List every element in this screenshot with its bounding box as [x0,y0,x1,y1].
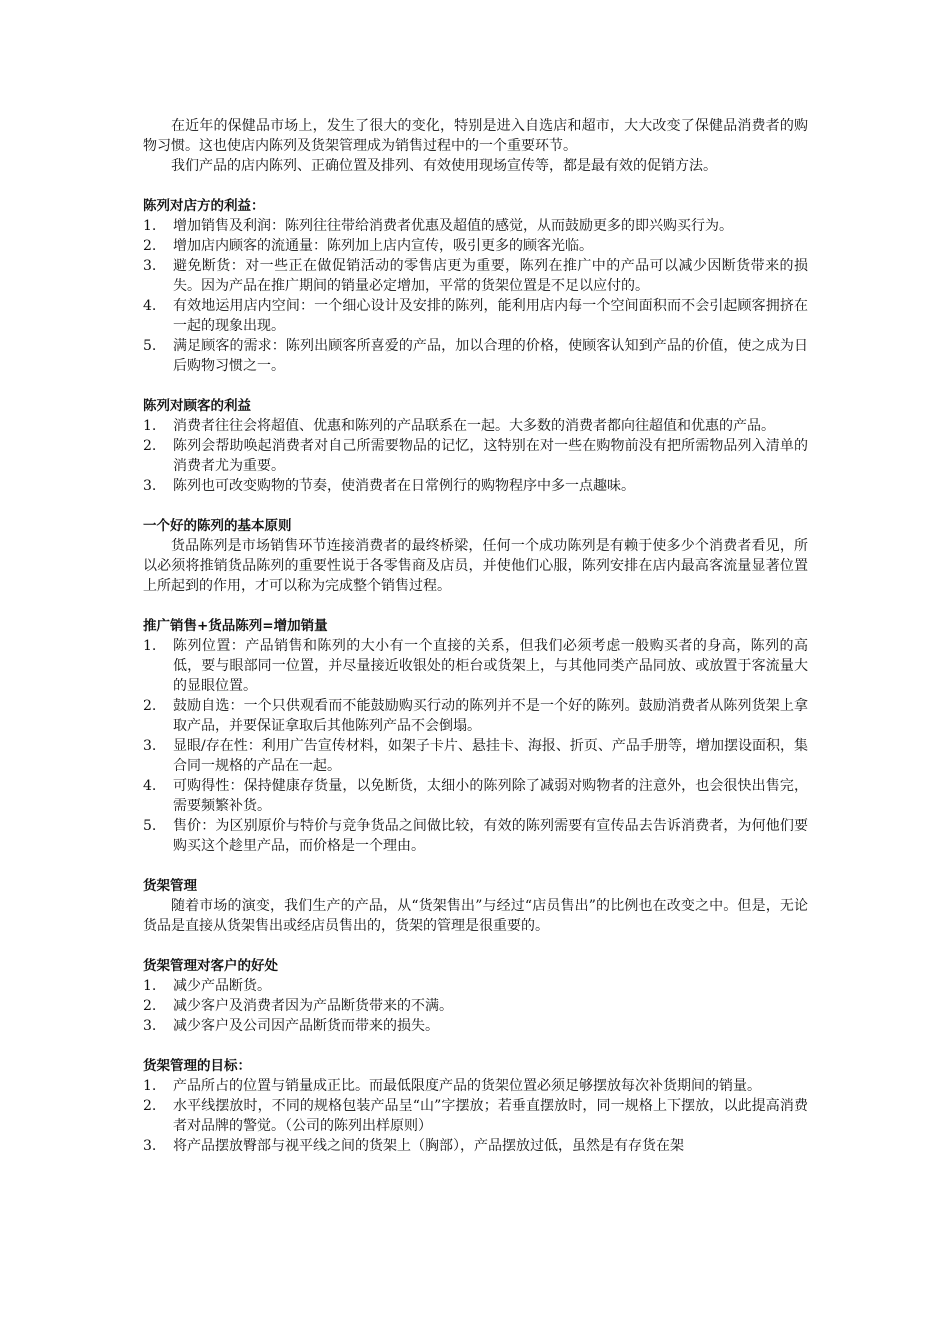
list-text: 陈列会帮助唤起消费者对自己所需要物品的记忆，这特别在对一些在购物前没有把所需物品列入清单的消费者尤为重要。 [173,438,808,474]
list-item [143,336,808,376]
list-item [143,436,808,476]
numbered-list [143,416,808,496]
list-item [143,976,808,996]
list-item [143,1016,808,1036]
section-heading: 陈列对店方的利益： [143,198,265,214]
section-promotion-display [143,616,808,856]
list-number: 3. [143,1138,157,1154]
section-shelf-management [143,876,808,936]
list-number: 2. [143,698,157,714]
list-number: 3. [143,478,157,494]
list-item [143,776,808,816]
numbered-list [143,976,808,1036]
list-text: 售价：为区别原价与特价与竞争货品之间做比较，有效的陈列需要有宣传品去告诉消费者，为何他们要购买这个趁里产品，而价格是一个理由。 [173,818,808,854]
list-item [143,416,808,436]
list-number: 1. [143,638,157,654]
section-paragraph: 随着市场的演变，我们生产的产品，从“货架售出”与经过“店员售出”的比例也在改变之中。但是，无论货品是直接从货架售出或经店员售出的，货架的管理是很重要的。 [143,898,808,934]
list-item [143,736,808,776]
list-text: 将产品摆放臀部与视平线之间的货架上（胸部），产品摆放过低，虽然是有存货在架 [173,1138,684,1154]
section-paragraph: 货品陈列是市场销售环节连接消费者的最终桥梁，任何一个成功陈列是有赖于使多少个消费者看见，所以必须将推销货品陈列的重要性说于各零售商及店员，并使他们心服，陈列安排在店内最高客流量显著位置上所起到的作用，才可以称为完成整个销售过程。 [143,538,808,594]
list-item [143,216,808,236]
list-text: 产品所占的位置与销量成正比。而最低限度产品的货架位置必须足够摆放每次补货期间的销量。 [173,1078,761,1094]
list-number: 3. [143,258,157,274]
section-shelf-client-benefits [143,956,808,1036]
numbered-list [143,216,808,376]
list-number: 3. [143,738,157,754]
section-basic-principles [143,516,808,596]
list-number: 2. [143,438,157,454]
intro-paragraph-1: 在近年的保健品市场上，发生了很大的变化，特别是进入自选店和超市，大大改变了保健品消费者的购物习惯。这也使店内陈列及货架管理成为销售过程中的一个重要环节。 [143,118,808,154]
list-text: 显眼/存在性：利用广告宣传材料，如架子卡片、悬挂卡、海报、折页、产品手册等，增加摆设面积，集合同一规格的产品在一起。 [173,738,808,774]
list-item [143,296,808,336]
list-number: 2. [143,1098,157,1114]
list-item [143,996,808,1016]
section-heading: 货架管理对客户的好处 [143,958,278,974]
list-number: 1. [143,1078,157,1094]
list-item [143,236,808,256]
list-text: 增加销售及利润：陈列往往带给消费者优惠及超值的感觉，从而鼓励更多的即兴购买行为。 [173,218,733,234]
section-heading: 推广销售+货品陈列=增加销量 [143,618,328,634]
list-number: 5. [143,818,157,834]
list-number: 2. [143,998,157,1014]
list-text: 有效地运用店内空间：一个细心设计及安排的陈列，能利用店内每一个空间面积而不会引起顾客拥挤在一起的现象出现。 [173,298,808,334]
list-text: 鼓励自选：一个只供观看而不能鼓励购买行动的陈列并不是一个好的陈列。鼓励消费者从陈列货架上拿取产品，并要保证拿取后其他陈列产品不会倒塌。 [173,698,808,734]
section-heading: 陈列对顾客的利益 [143,398,251,414]
list-text: 增加店内顾客的流通量：陈列加上店内宣传，吸引更多的顾客光临。 [173,238,593,254]
document-page [143,116,808,1156]
list-item [143,1136,808,1156]
list-item [143,256,808,296]
list-text: 减少客户及消费者因为产品断货带来的不满。 [173,998,453,1014]
intro-paragraph-2: 我们产品的店内陈列、正确位置及排列、有效使用现场宣传等，都是最有效的促销方法。 [171,158,717,174]
list-item [143,1096,808,1136]
list-text: 陈列也可改变购物的节奏，使消费者在日常例行的购物程序中多一点趣味。 [173,478,635,494]
section-heading: 货架管理的目标： [143,1058,251,1074]
section-heading: 一个好的陈列的基本原则 [143,518,292,534]
list-number: 1. [143,218,157,234]
section-shelf-goals [143,1056,808,1156]
numbered-list [143,636,808,856]
list-number: 5. [143,338,157,354]
list-text: 消费者往往会将超值、优惠和陈列的产品联系在一起。大多数的消费者都向往超值和优惠的产品。 [173,418,775,434]
list-number: 4. [143,298,157,314]
list-number: 3. [143,1018,157,1034]
section-customer-benefits [143,396,808,496]
section-heading: 货架管理 [143,878,197,894]
list-text: 满足顾客的需求：陈列出顾客所喜爱的产品，加以合理的价格，使顾客认知到产品的价值，使之成为日后购物习惯之一。 [173,338,808,374]
list-number: 2. [143,238,157,254]
list-text: 减少客户及公司因产品断货而带来的损失。 [173,1018,439,1034]
list-number: 1. [143,418,157,434]
numbered-list [143,1076,808,1156]
list-item [143,1076,808,1096]
list-number: 4. [143,778,157,794]
list-item [143,696,808,736]
list-number: 1. [143,978,157,994]
section-store-benefits [143,196,808,376]
list-text: 水平线摆放时，不同的规格包装产品呈“山”字摆放；若垂直摆放时，同一规格上下摆放，以此提高消费者对品牌的警觉。（公司的陈列出样原则） [173,1098,808,1134]
list-text: 避免断货：对一些正在做促销活动的零售店更为重要，陈列在推广中的产品可以减少因断货带来的损失。因为产品在推广期间的销量必定增加，平常的货架位置是不足以应付的。 [173,258,808,294]
list-text: 可购得性：保持健康存货量，以免断货，太细小的陈列除了减弱对购物者的注意外，也会很快出售完，需要频繁补货。 [173,778,808,814]
list-item [143,636,808,696]
list-text: 减少产品断货。 [173,978,271,994]
list-text: 陈列位置：产品销售和陈列的大小有一个直接的关系，但我们必须考虑一般购买者的身高，陈列的高低，要与眼部同一位置，并尽量接近收银处的柜台或货架上，与其他同类产品同放、或放置于客流量大的显眼位置。 [173,638,808,694]
list-item [143,816,808,856]
list-item [143,476,808,496]
